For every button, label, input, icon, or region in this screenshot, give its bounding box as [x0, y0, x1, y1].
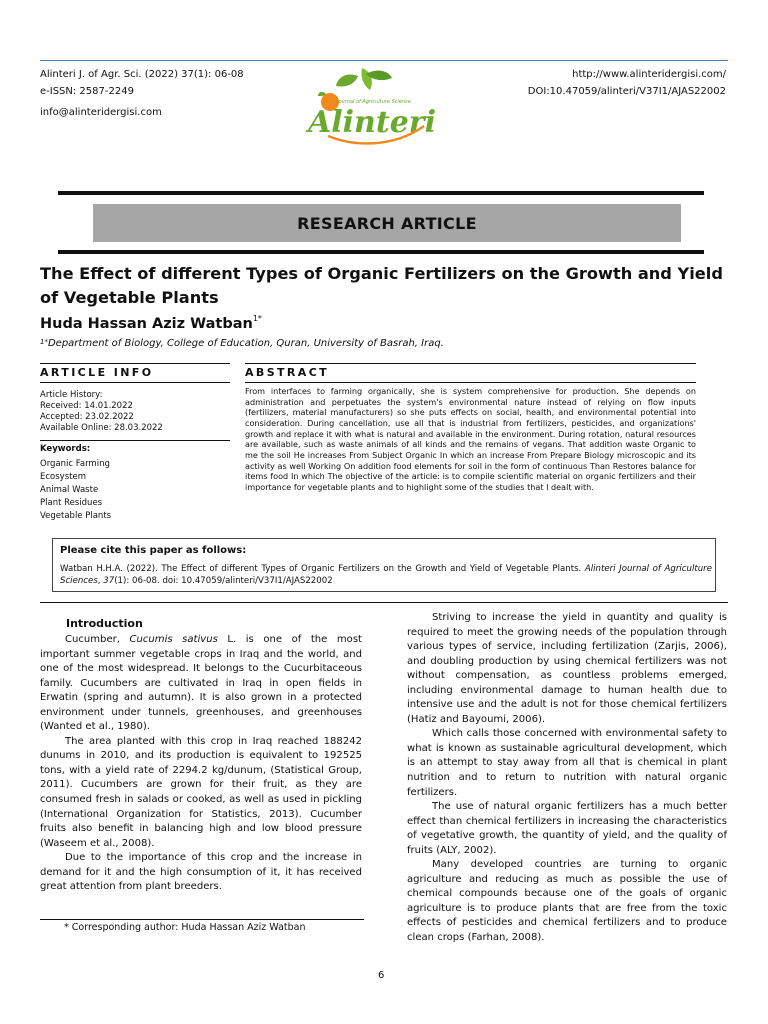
left-column [40, 633, 362, 895]
rule-below-banner [58, 250, 704, 254]
keyword: Organic Farming [40, 459, 110, 469]
author-line [40, 316, 262, 332]
page-number: 6 [378, 970, 385, 981]
abstract-top-rule [245, 363, 696, 364]
article-info-bottom-rule [40, 382, 230, 383]
paragraph: Due to the importance of this crop and the increase in demand for it and the high consumption of it, it has received great attention from plant breeders. [40, 852, 362, 893]
eissn: e-ISSN: 2587-2249 [40, 86, 134, 97]
header-rule [40, 60, 728, 61]
citation-bottom-rule [40, 602, 728, 603]
svg-text:Journal of Agriculture Science: Journal of Agriculture Science [337, 99, 411, 105]
affiliation: $^{1*}$Department of Biology, College of Education, Quran, University of Basrah, Iraq. [40, 338, 444, 349]
paragraph: Cucumber, Cucumis sativus L. is one of the most important summer vegetable crops in Iraq and the world, and one of the most widespread. It belongs to the Cucurbitaceous family. Cucumbers are cultivated in Iraq in open fields in Erwatin (spring and autumn). It is also grown in a protected environment under tunnels, greenhouses, and greenhouses (Wanted et al., 1980). [40, 634, 363, 733]
right-column [407, 611, 727, 946]
introduction-heading: Introduction [66, 617, 143, 630]
abstract-bottom-rule [245, 382, 696, 383]
abstract-text: From interfaces to farming organically, she is system comprehensive for production. She depends on administration and perpetuates the system's environmental nature instead of relying on flow inputs (fertilizers, material manufacturers) so she puts effects on social, health, and environmental potential into consideration. During cancellation, use all that is industrial from fertilizers, pesticides, and organizations' growth and replace it with what is natural and available in the environment. During rotation, natural resources are available, such as waste animals of all kinds and the remains of vegans. That addition waste Organic to me the soil He increases From Subject Organic In which an increase From Prepare Biology microscopic and its activity as well Working On addition food elements for soil in the form of continuous Than Restores balance for items food In which The objective of the article: is to compile scientific material on organic fertilizers and their importance for vegetable plants and to highlight some of the studies that I dealt with. [245, 386, 696, 492]
article-info-top-rule [40, 363, 230, 364]
paragraph: The use of natural organic fertilizers has a much better effect than chemical fertilizers in increasing the characteristics of vegetative growth, the quantity of yield, and the quality of fruits (ALY, 2002). [407, 801, 727, 856]
accepted-date: Accepted: 23.02.2022 [40, 412, 134, 422]
doi: DOI:10.47059/alinteri/V37I1/AJAS22002 [527, 86, 726, 97]
keyword: Plant Residues [40, 498, 103, 508]
footnote-rule [40, 919, 364, 920]
keyword: Ecosystem [40, 472, 86, 482]
abstract-heading: ABSTRACT [245, 366, 330, 379]
alinteri-logo [300, 64, 440, 150]
online-date: Available Online: 28.03.2022 [40, 423, 163, 433]
author-name: Huda Hassan Aziz Watban [40, 316, 253, 332]
journal-reference: Alinteri J. of Agr. Sci. (2022) 37(1): 06-08 [40, 69, 244, 80]
article-type-banner: RESEARCH ARTICLE [93, 204, 681, 242]
keyword: Vegetable Plants [40, 511, 112, 521]
article-title: The Effect of different Types of Organic Fertilizers on the Growth and Yield of Vegetable Plants [40, 264, 723, 307]
rule-above-banner [58, 191, 704, 195]
corresponding-author-footnote: * Corresponding author: Huda Hassan Aziz Watban [64, 922, 306, 933]
paragraph: Which calls those concerned with environmental safety to what is known as sustainable agricultural development, which is an attempt to stay away from all that is chemical in plant nutrition and to return to nutrition with natural organic fertilizers. [407, 728, 727, 798]
paragraph: Many developed countries are turning to organic agriculture and reducing as much as possible the use of chemical compounds because one of the goals of organic agriculture is to produce plants that are free from the toxic effects of pesticides and chemical fertilizers and to produce clean crops (Farhan, 2008). [407, 859, 727, 944]
citation-volume: 37 [103, 576, 115, 586]
journal-email[interactable]: info@alinteridergisi.com [40, 107, 162, 118]
article-info-heading: ARTICLE INFO [40, 366, 154, 379]
history-label: Article History: [40, 390, 103, 400]
keywords-rule [40, 440, 230, 441]
citation-journal: Alinteri Journal of Agriculture Sciences [60, 564, 712, 586]
received-date: Received: 14.01.2022 [40, 401, 133, 411]
svg-text:Alinteri: Alinteri [307, 105, 437, 140]
keywords-heading: Keywords: [40, 444, 91, 454]
keyword: Animal Waste [40, 485, 99, 495]
paragraph: The area planted with this crop in Iraq reached 188242 dunums in 2010, and its production is equivalent to 192525 tons, with a yield rate of 2294.2 kg/dunum, (Statistical Group, 2011). Cucumbers are grown for their fruit, as they are consumed fresh in salads or cooked, as well as used in pickling (International Organization for Statistics, 2013). Cucumber fruits also benefit in balancing high and low blood pressure (Waseem et al., 2008). [40, 735, 362, 849]
paragraph: Striving to increase the yield in quantity and quality is required to meet the growing needs of the population through various types of service, including fertilization (Zarjis, 2006), and doubling production by using chemical fertilizers was not without compensation, as countless problems emerged, including environmental damage to human health due to intensive use and the adult is not for those chemical fertilizers (Hatiz and Bayoumi, 2006). [407, 612, 727, 725]
author-sup: 1* [252, 314, 262, 323]
citation-text: Watban H.H.A. (2022). The Effect of different Types of Organic Fertilizers on the Growth and Yield of Vegetable Plants. Alinteri Journal of Agriculture Sciences, 37(1): 06-08. doi: 10.47059/alinteri/V37I1/AJAS22002 [60, 564, 712, 586]
citation-heading: Please cite this paper as follows: [60, 545, 247, 556]
journal-url[interactable]: http://www.alinteridergisi.com/ [572, 69, 726, 80]
